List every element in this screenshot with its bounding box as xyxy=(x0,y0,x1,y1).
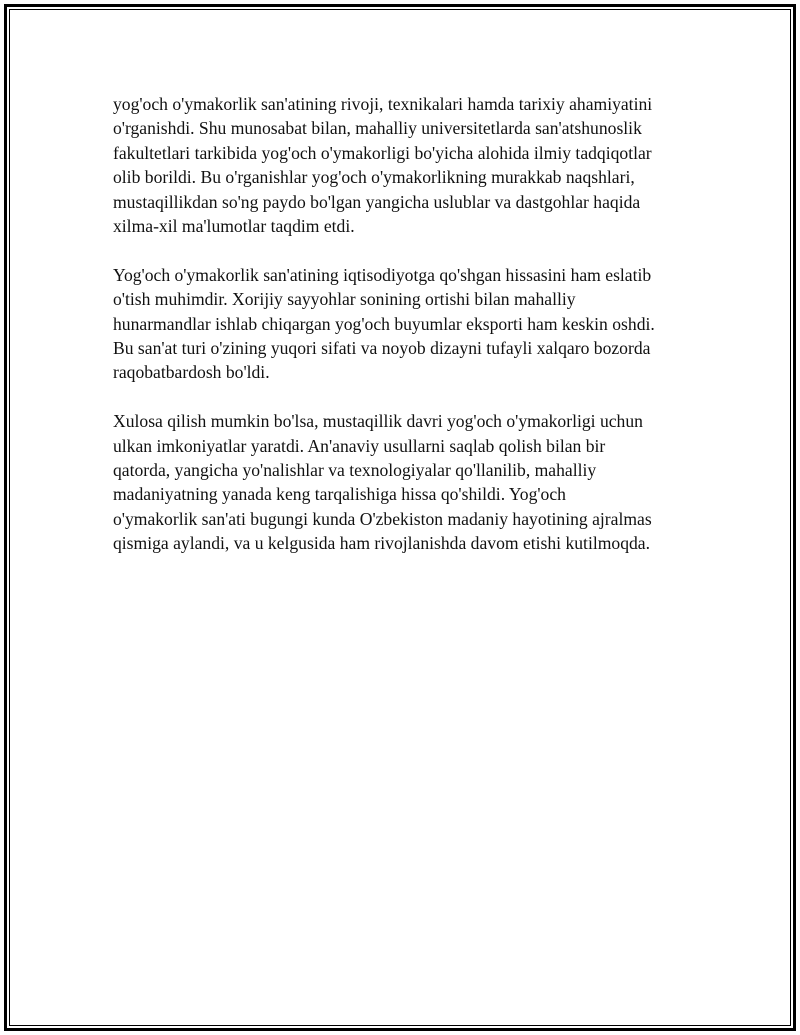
paragraph-3: Xulosa qilish mumkin bo'lsa, mustaqillik davri yog'och o'ymakorligi uchun ulkan imkoniyatlar yaratdi. An'anaviy usullarni saqlab qolish bilan bir qatorda, yangicha yo'nalishlar va texnologiyalar qo'llanilib, mahalliy madaniyatning yanada keng tarqalishiga hissa qo'shildi. Yog'och o'ymakorlik san'ati bugungi kunda O'zbekiston madaniy hayotining ajralmas qismiga aylandi, va u kelgusida ham rivojlanishda davom etishi kutilmoqda. xyxy=(113,411,652,554)
paragraph-1: yog'och o'ymakorlik san'atining rivoji, texnikalari hamda tarixiy ahamiyatini o'rganishdi. Shu munosabat bilan, mahalliy universitetlarda san'atshunoslik fakultetlari tarkibida yog'och o'ymakorligi bo'yicha alohida ilmiy tadqiqotlar olib borildi. Bu o'rganishlar yog'och o'ymakorlikning murakkab naqshlari, mustaqillikdan so'ng paydo bo'lgan yangicha uslublar va dastgohlar haqida xilma-xil ma'lumotlar taqdim etdi. xyxy=(113,94,653,237)
paragraph-2: Yog'och o'ymakorlik san'atining iqtisodiyotga qo'shgan hissasini ham eslatib o'tish muhimdir. Xorijiy sayyohlar sonining ortishi bilan mahalliy hunarmandlar ishlab chiqargan yog'och buyumlar eksporti ham keskin oshdi. Bu san'at turi o'zining yuqori sifati va noyob dizayni tufayli xalqaro bozorda raqobatbardosh bo'ldi. xyxy=(113,264,655,383)
document-body xyxy=(113,92,703,580)
